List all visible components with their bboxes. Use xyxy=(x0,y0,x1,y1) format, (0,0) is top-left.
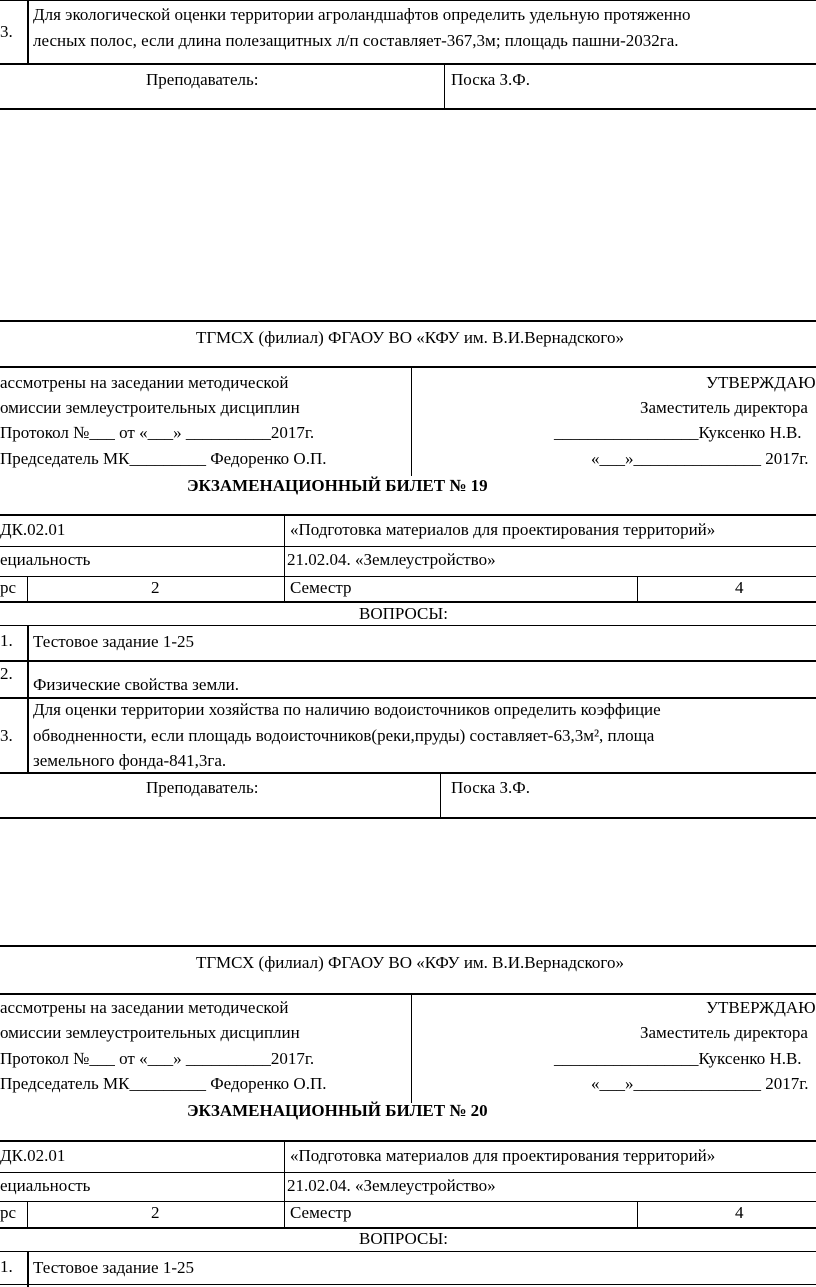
question-text: Для оценки территории хозяйства по наличию водоисточников определить коэффицие xyxy=(33,700,661,719)
approval-left-line: ассмотрены на заседании методической xyxy=(0,998,289,1017)
teacher-name: Поска З.Ф. xyxy=(451,778,530,797)
ticket-title: ЭКЗАМЕНАЦИОННЫЙ БИЛЕТ № 20 xyxy=(187,1101,488,1120)
approval-right-line: Заместитель директора xyxy=(640,1023,808,1042)
semester-label: Семестр xyxy=(290,578,352,597)
table-border xyxy=(0,660,816,662)
table-border xyxy=(284,1140,285,1228)
table-border xyxy=(0,772,816,774)
specialty-value: 21.02.04. «Землеустройство» xyxy=(287,1176,496,1195)
question-number: 3. xyxy=(0,726,13,745)
year-label: рс xyxy=(0,1203,17,1222)
year-value: 2 xyxy=(151,1203,160,1222)
approval-left-line: омиссии землеустроительных дисциплин xyxy=(0,1023,300,1042)
course-name: «Подготовка материалов для проектирования территорий» xyxy=(290,520,716,539)
teacher-label: Преподаватель: xyxy=(146,70,259,89)
ticket-title: ЭКЗАМЕНАЦИОННЫЙ БИЛЕТ № 19 xyxy=(187,476,488,495)
course-code: ДК.02.01 xyxy=(0,520,66,539)
specialty-label: ециальность xyxy=(0,1176,91,1195)
course-name: «Подготовка материалов для проектирования территорий» xyxy=(290,1146,716,1165)
semester-value: 4 xyxy=(735,578,744,597)
table-border xyxy=(0,817,816,819)
table-border xyxy=(637,1201,638,1227)
table-border xyxy=(637,576,638,602)
table-border xyxy=(27,1201,28,1227)
approval-left-line: омиссии землеустроительных дисциплин xyxy=(0,398,300,417)
semester-value: 4 xyxy=(735,1203,744,1222)
institution-name: ТГМСХ (филиал) ФГАОУ ВО «КФУ им. В.И.Вернадского» xyxy=(196,953,624,972)
specialty-label: ециальность xyxy=(0,550,91,569)
table-border xyxy=(0,1172,816,1173)
table-border xyxy=(27,0,29,64)
approval-right-line: УТВЕРЖДАЮ xyxy=(706,373,816,392)
table-border xyxy=(0,320,816,322)
table-border xyxy=(0,576,816,577)
table-border xyxy=(411,366,412,476)
approval-right-line: _________________Куксенко Н.В. xyxy=(554,423,802,442)
question-text: Физические свойства земли. xyxy=(33,675,240,694)
year-value: 2 xyxy=(151,578,160,597)
teacher-label: Преподаватель: xyxy=(146,778,259,797)
question-text: Для экологической оценки территории агроландшафтов определить удельную протяженно xyxy=(33,5,691,24)
course-code: ДК.02.01 xyxy=(0,1146,66,1165)
table-border xyxy=(440,772,441,818)
table-border xyxy=(0,546,816,547)
table-border xyxy=(284,514,285,602)
question-text: Тестовое задание 1-25 xyxy=(33,1258,194,1277)
table-border xyxy=(411,993,412,1103)
table-border xyxy=(0,514,816,516)
table-border xyxy=(444,63,445,109)
table-border xyxy=(0,63,816,65)
table-border xyxy=(0,625,816,626)
table-border xyxy=(0,1284,816,1285)
table-border xyxy=(0,108,816,110)
approval-right-line: _________________Куксенко Н.В. xyxy=(554,1049,802,1068)
table-border xyxy=(27,625,29,773)
approval-right-line: Заместитель директора xyxy=(640,398,808,417)
approval-left-line: ассмотрены на заседании методической xyxy=(0,373,289,392)
table-border xyxy=(27,576,28,602)
table-border xyxy=(0,601,816,603)
approval-left-line: Председатель МК_________ Федоренко О.П. xyxy=(0,1074,327,1093)
table-border xyxy=(0,1251,816,1252)
approval-right-line: «___»_______________ 2017г. xyxy=(591,1074,809,1093)
questions-heading: ВОПРОСЫ: xyxy=(359,604,448,623)
approval-left-line: Протокол №___ от «___» __________2017г. xyxy=(0,423,315,442)
approval-right-line: «___»_______________ 2017г. xyxy=(591,449,809,468)
question-text: лесных полос, если длина полезащитных л/п составляет-367,3м; площадь пашни-2032га. xyxy=(33,31,679,50)
table-border xyxy=(0,1201,816,1202)
table-border xyxy=(0,945,816,947)
approval-right-line: УТВЕРЖДАЮ xyxy=(706,998,816,1017)
table-border xyxy=(0,0,816,1)
table-border xyxy=(0,993,816,995)
question-number: 2. xyxy=(0,664,13,683)
question-text: земельного фонда-841,3га. xyxy=(33,751,227,770)
approval-left-line: Председатель МК_________ Федоренко О.П. xyxy=(0,449,327,468)
question-text: обводненности, если площадь водоисточников(реки,пруды) составляет-63,3м², площа xyxy=(33,726,655,745)
table-border xyxy=(0,697,816,699)
questions-heading: ВОПРОСЫ: xyxy=(359,1229,448,1248)
table-border xyxy=(0,1140,816,1142)
specialty-value: 21.02.04. «Землеустройство» xyxy=(287,550,496,569)
question-number: 1. xyxy=(0,631,13,650)
table-border xyxy=(27,1251,29,1287)
institution-name: ТГМСХ (филиал) ФГАОУ ВО «КФУ им. В.И.Вернадского» xyxy=(196,328,624,347)
table-border xyxy=(0,366,816,368)
question-text: Тестовое задание 1-25 xyxy=(33,632,194,651)
question-number: 1. xyxy=(0,1257,13,1276)
teacher-name: Поска З.Ф. xyxy=(451,70,530,89)
semester-label: Семестр xyxy=(290,1203,352,1222)
approval-left-line: Протокол №___ от «___» __________2017г. xyxy=(0,1049,315,1068)
question-number: 3. xyxy=(0,22,13,41)
year-label: рс xyxy=(0,578,17,597)
